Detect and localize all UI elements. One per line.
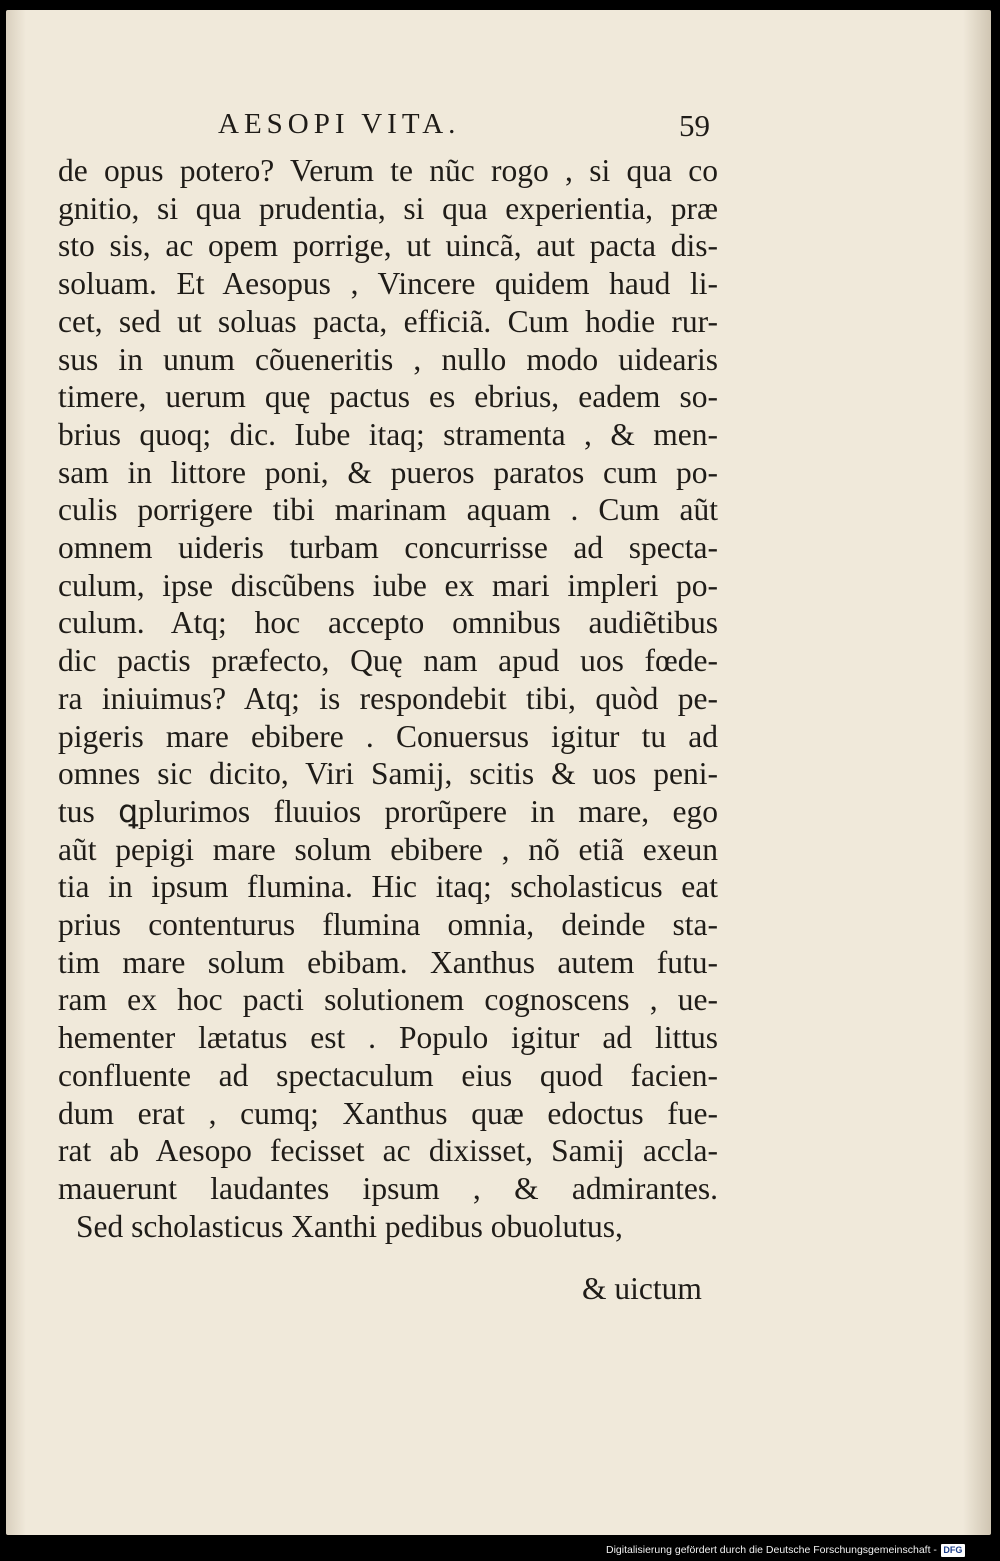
running-head xyxy=(218,108,718,152)
text-line: tim mare solum ebibam. Xanthus autem futu- xyxy=(58,944,718,980)
credit-text: Digitalisierung gefördert durch die Deutsche Forschungsgemeinschaft - xyxy=(606,1544,937,1556)
text-line: brius quoq; dic. Iube itaq; stramenta , & men- xyxy=(58,416,718,452)
text-line: omnem uideris turbam concurrisse ad specta- xyxy=(58,530,718,566)
dfg-logo-icon: DFG xyxy=(941,1544,965,1557)
text-line: dum erat , cumq; Xanthus quæ edoctus fue- xyxy=(58,1095,718,1131)
text-line: Sed scholasticus Xanthi pedibus obuolutus, xyxy=(76,1208,623,1244)
text-line: gnitio, si qua prudentia, si qua experientia, præ xyxy=(58,190,718,226)
digitization-credit xyxy=(606,1542,965,1558)
text-line: tia in ipsum flumina. Hic itaq; scholasticus eat xyxy=(58,869,718,905)
book-page xyxy=(6,10,991,1535)
text-line: aũt pepigi mare solum ebibere , nõ etiã exeun xyxy=(58,831,718,867)
text-line: dic pactis præfecto, Quę nam apud uos fœde- xyxy=(58,643,718,679)
text-line: culis porrigere tibi marinam aquam . Cum aũt xyxy=(58,492,718,528)
text-line: sus in unum cõueneritis , nullo modo uidearis xyxy=(58,341,718,377)
text-line: pigeris mare ebibere . Conuersus igitur tu ad xyxy=(58,718,718,754)
body-text xyxy=(58,152,718,1245)
text-line: rat ab Aesopo fecisset ac dixisset, Samij accla- xyxy=(58,1133,718,1169)
text-line: confluente ad spectaculum eius quod facien- xyxy=(58,1057,718,1093)
text-line: ram ex hoc pacti solutionem cognoscens , ue- xyxy=(58,982,718,1018)
text-line: de opus potero? Verum te nũc rogo , si qua co xyxy=(58,153,718,188)
text-line: timere, uerum quę pactus es ebrius, eadem so- xyxy=(58,379,718,415)
text-line: culum, ipse discũbens iube ex mari impleri po- xyxy=(58,567,718,603)
text-line: hementer lætatus est . Populo igitur ad littus xyxy=(58,1020,718,1056)
text-line: soluam. Et Aesopus , Vincere quidem haud li- xyxy=(58,266,718,302)
text-line: tus ꝗplurimos fluuios prorũpere in mare, ego xyxy=(58,793,718,829)
text-line: culum. Atq; hoc accepto omnibus audiẽtibus xyxy=(58,605,718,641)
text-line: prius contenturus flumina omnia, deinde sta- xyxy=(58,907,718,943)
text-line: mauerunt laudantes ipsum , & admirantes. xyxy=(58,1170,718,1206)
text-line: ra iniuimus? Atq; is respondebit tibi, quòd pe- xyxy=(58,680,718,716)
text-line: sto sis, ac opem porrige, ut uincã, aut pacta dis- xyxy=(58,228,718,264)
text-line: omnes sic dicito, Viri Samij, scitis & uos peni- xyxy=(58,756,718,792)
text-line: cet, sed ut soluas pacta, efficiã. Cum hodie rur- xyxy=(58,303,718,339)
catchword: & uictum xyxy=(582,1271,702,1306)
text-line: sam in littore poni, & pueros paratos cum po- xyxy=(58,454,718,490)
page-number: 59 xyxy=(679,108,710,143)
running-head-title: AESOPI VITA. xyxy=(218,108,461,140)
